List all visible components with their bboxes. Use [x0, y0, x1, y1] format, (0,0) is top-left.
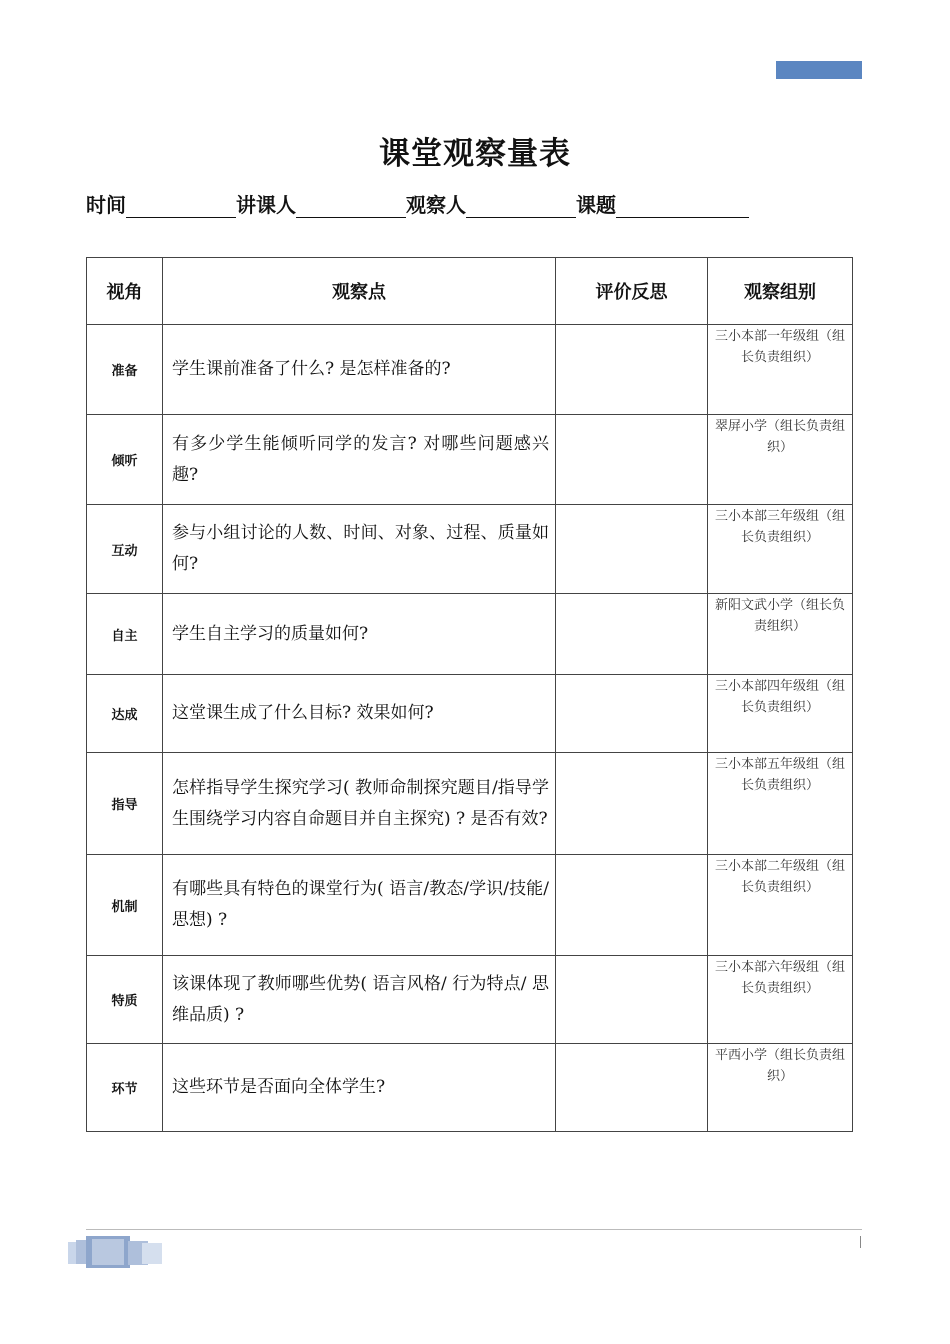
- group-cell: 三小本部一年级组（组长负责组织）: [708, 325, 853, 415]
- topic-blank: [616, 193, 749, 218]
- reflection-cell[interactable]: [556, 753, 708, 855]
- point-cell: 有多少学生能倾听同学的发言? 对哪些问题感兴趣?: [163, 415, 556, 505]
- header-reflection: 评价反思: [556, 258, 708, 325]
- reflection-cell[interactable]: [556, 1044, 708, 1132]
- reflection-cell[interactable]: [556, 594, 708, 675]
- table-row: [87, 594, 853, 675]
- header-accent-bar: [776, 61, 862, 79]
- reflection-cell[interactable]: [556, 325, 708, 415]
- group-cell: 三小本部三年级组（组长负责组织）: [708, 505, 853, 594]
- table-row: [87, 325, 853, 415]
- angle-cell: 自主: [87, 594, 163, 675]
- reflection-cell[interactable]: [556, 675, 708, 753]
- header-group: 观察组别: [708, 258, 853, 325]
- meta-line: [86, 190, 749, 218]
- point-cell: 学生课前准备了什么? 是怎样准备的?: [163, 325, 556, 415]
- observer-blank: [466, 193, 576, 218]
- table-row: [87, 415, 853, 505]
- table-row: [87, 675, 853, 753]
- point-cell: 有哪些具有特色的课堂行为( 语言/教态/学识/技能/思想) ?: [163, 855, 556, 956]
- angle-cell: 达成: [87, 675, 163, 753]
- table-row: [87, 1044, 853, 1132]
- observer-label: 观察人: [406, 193, 466, 217]
- group-cell: 三小本部五年级组（组长负责组织）: [708, 753, 853, 855]
- group-cell: 三小本部六年级组（组长负责组织）: [708, 956, 853, 1044]
- footer-logo-icon: [68, 1236, 162, 1268]
- lecturer-blank: [296, 193, 406, 218]
- reflection-cell[interactable]: [556, 415, 708, 505]
- time-label: 时间: [86, 193, 126, 217]
- point-cell: 这些环节是否面向全体学生?: [163, 1044, 556, 1132]
- angle-cell: 互动: [87, 505, 163, 594]
- header-angle: 视角: [87, 258, 163, 325]
- footer-divider: [86, 1229, 862, 1230]
- point-cell: 参与小组讨论的人数、时间、对象、过程、质量如何?: [163, 505, 556, 594]
- group-cell: 翠屏小学（组长负责组织）: [708, 415, 853, 505]
- angle-cell: 指导: [87, 753, 163, 855]
- table-row: [87, 753, 853, 855]
- table-row: [87, 855, 853, 956]
- observation-table: [86, 257, 853, 1132]
- group-cell: 三小本部四年级组（组长负责组织）: [708, 675, 853, 753]
- topic-label: 课题: [576, 193, 616, 217]
- angle-cell: 机制: [87, 855, 163, 956]
- angle-cell: 特质: [87, 956, 163, 1044]
- point-cell: 怎样指导学生探究学习( 教师命制探究题目/指导学生围绕学习内容自命题目并自主探究) ? 是否有效?: [163, 753, 556, 855]
- angle-cell: 环节: [87, 1044, 163, 1132]
- angle-cell: 准备: [87, 325, 163, 415]
- table-row: [87, 505, 853, 594]
- reflection-cell[interactable]: [556, 855, 708, 956]
- time-blank: [126, 193, 236, 218]
- point-cell: 该课体现了教师哪些优势( 语言风格/ 行为特点/ 思维品质) ?: [163, 956, 556, 1044]
- angle-cell: 倾听: [87, 415, 163, 505]
- table-header-row: [87, 258, 853, 325]
- table-row: [87, 956, 853, 1044]
- reflection-cell[interactable]: [556, 505, 708, 594]
- point-cell: 学生自主学习的质量如何?: [163, 594, 556, 675]
- point-cell: 这堂课生成了什么目标? 效果如何?: [163, 675, 556, 753]
- group-cell: 平西小学（组长负责组织）: [708, 1044, 853, 1132]
- header-point: 观察点: [163, 258, 556, 325]
- group-cell: 三小本部二年级组（组长负责组织）: [708, 855, 853, 956]
- group-cell: 新阳文武小学（组长负责组织）: [708, 594, 853, 675]
- page-title: 课堂观察量表: [379, 136, 571, 172]
- lecturer-label: 讲课人: [236, 193, 296, 217]
- reflection-cell[interactable]: [556, 956, 708, 1044]
- footer-page-marker: [860, 1236, 861, 1248]
